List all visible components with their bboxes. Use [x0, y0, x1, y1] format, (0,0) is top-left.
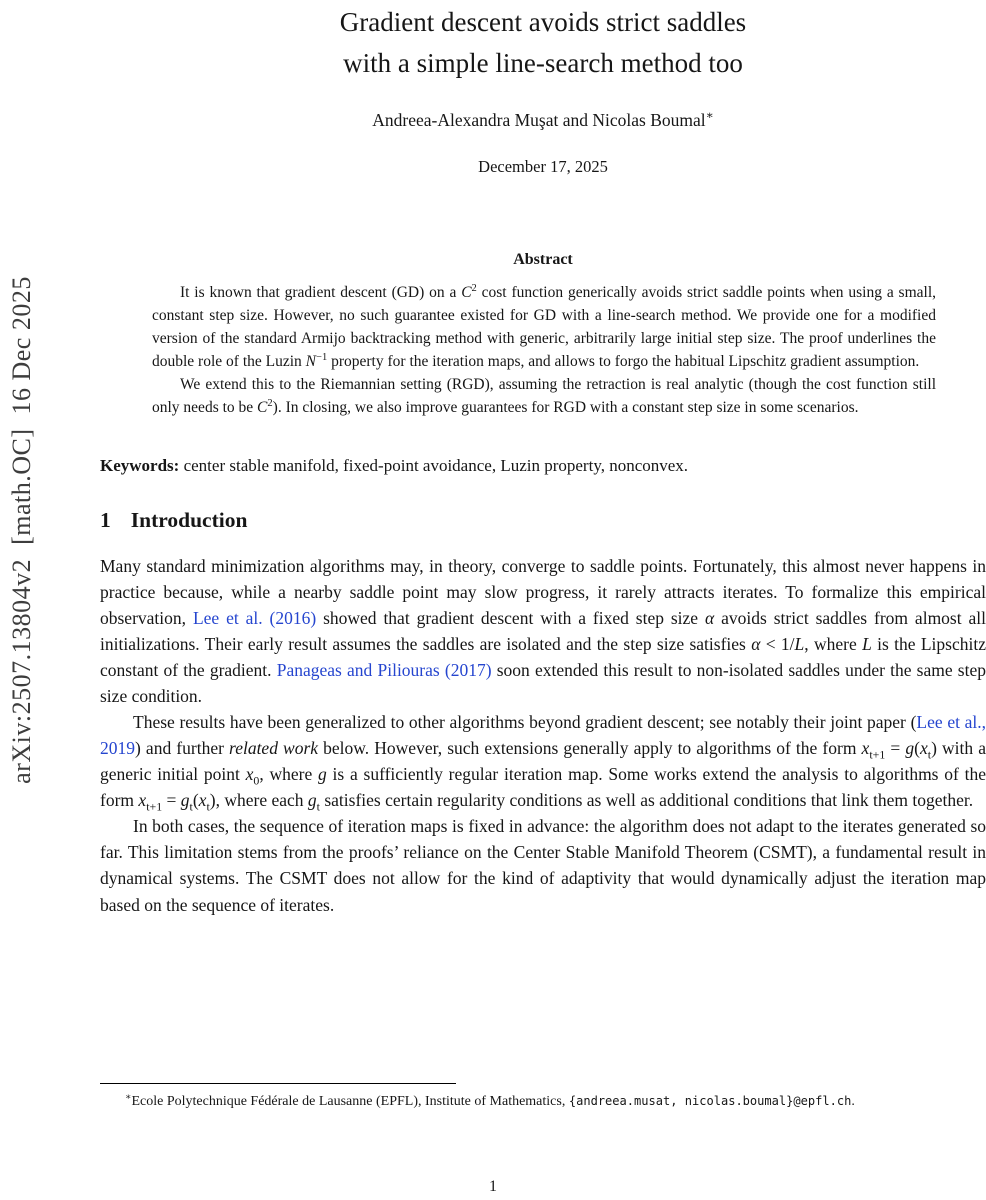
body-paragraph: In both cases, the sequence of iteration maps is fixed in advance: the algorithm does not adapt to the iterates generated so far. This limitation stems from the proofs’ reliance on the Center Stable Manifold Theorem (CSMT), a fundamental result in dynamical systems. The CSMT does not allow for the kind of adaptivity that would dynamically adjust the iteration map based on the sequence of iterates. — [100, 816, 986, 915]
footnote-text: ∗Ecole Polytechnique Fédérale de Lausanne (EPFL), Institute of Mathematics, {andreea.musat, nicolas.boumal}@epfl.ch. — [125, 1092, 855, 1109]
keywords-line: Keywords: center stable manifold, fixed-point avoidance, Luzin property, nonconvex. — [100, 455, 689, 475]
body-paragraph: Many standard minimization algorithms may, in theory, converge to saddle points. Fortunately, this almost never happens in practice because, while a nearby saddle point may slow progress, it rarely attracts iterates. To formalize this empirical observation, Lee et al. (2016) showed that gradient descent with a fixed step size α avoids strict saddles from almost all initializations. Their early result assumes the saddles are isolated and the step size satisfies α < 1/L, where L is the Lipschitz constant of the gradient. Panageas and Piliouras (2017) soon extended this result to non-isolated saddles under the same step size condition. — [100, 555, 986, 706]
citation-link[interactable]: Lee et al., 2019 — [100, 712, 986, 759]
page-number: 1 — [489, 1178, 497, 1195]
footnote-rule — [100, 1083, 456, 1084]
abstract-block — [152, 282, 936, 420]
section-title: Introduction — [130, 507, 248, 532]
abstract-paragraph: We extend this to the Riemannian setting (RGD), assuming the retraction is real analytic (though the cost function still only needs to be $C^2$). In closing, we also improve guarantees for RGD with a constant step size in some scenarios. — [152, 375, 936, 416]
citation-link[interactable]: Lee et al. (2016) — [192, 607, 317, 628]
arxiv-watermark: arXiv:2507.13804v2 [math.OC] 16 Dec 2025 — [7, 276, 36, 784]
section-heading — [100, 508, 986, 533]
title-line-1: Gradient descent avoids strict saddles — [339, 7, 747, 37]
date-line: December 17, 2025 — [478, 157, 608, 177]
introduction-body — [100, 553, 986, 918]
abstract-paragraph: It is known that gradient descent (GD) on a $C^2$ cost function generically avoids strict saddle points when using a small, constant step size. However, no such guarantee existed for GD with a line-search method. We provide one for a modified version of the standard Armijo backtracking method with generic, arbitrarily large initial step size. The proof underlines the double role of the Luzin $N^{-1}$ property for the iteration maps, and allows to forgo the habitual Lipschitz gradient assumption. — [152, 282, 936, 370]
body-paragraph: These results have been generalized to other algorithms beyond gradient descent; see notably their joint paper (Lee et al., 2019) and further related work below. However, such extensions generally apply to algorithms of the form $x_{t+1} = g(x_t)$ with a generic initial point $x_0$, where g is a sufficiently regular iteration map. Some works extend the analysis to algorithms of the form $x_{t+1} = g_t(x_t)$, where each $g_t$ satisfies certain regularity conditions as well as additional conditions that link them together. — [100, 712, 986, 814]
paper-title — [100, 2, 986, 84]
section-number: 1 — [100, 507, 111, 532]
title-line-2: with a simple line-search method too — [343, 48, 743, 79]
citation-link[interactable]: Panageas and Piliouras (2017) — [276, 659, 492, 680]
paper-content — [100, 0, 986, 918]
authors-line: Andreea-Alexandra Muşat and Nicolas Boumal∗ — [372, 108, 714, 131]
footnote — [100, 1083, 986, 1112]
abstract-heading: Abstract — [513, 251, 573, 269]
